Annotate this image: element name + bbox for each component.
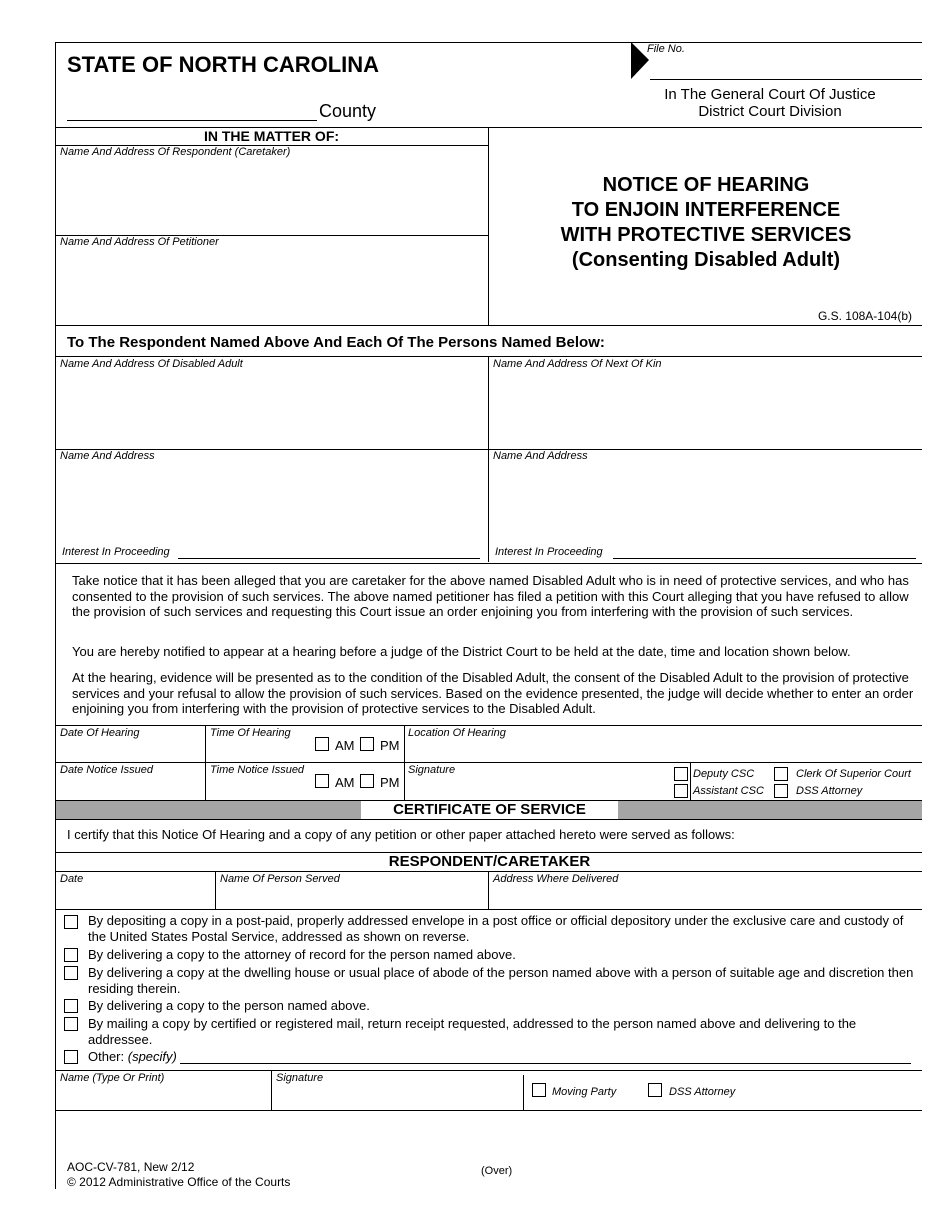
option-other-label	[88, 1049, 177, 1065]
divider	[55, 909, 922, 910]
address-delivered-label: Address Where Delivered	[493, 873, 619, 885]
court-line-1: In The General Court Of Justice	[664, 86, 876, 103]
deputy-csc-checkbox[interactable]	[674, 767, 688, 781]
address-delivered-field[interactable]	[489, 886, 921, 908]
service-date-field[interactable]	[56, 886, 214, 908]
court-name	[620, 86, 920, 120]
location-field[interactable]	[405, 740, 921, 761]
next-of-kin-field[interactable]	[489, 372, 921, 448]
time-issued-label: Time Notice Issued	[210, 764, 305, 776]
am-checkbox[interactable]	[315, 737, 329, 751]
interest-right-label: Interest In Proceeding	[495, 546, 603, 558]
am-label: AM	[335, 738, 355, 753]
person-served-label: Name Of Person Served	[220, 873, 340, 885]
signature-label: Signature	[408, 764, 456, 776]
option-person-checkbox[interactable]	[64, 999, 78, 1013]
dss-attorney-label: DSS Attorney	[796, 785, 863, 797]
name-address-left-field[interactable]	[56, 464, 487, 542]
over-label: (Over)	[481, 1165, 513, 1177]
footer-info	[67, 1160, 290, 1190]
date-hearing-label: Date Of Hearing	[60, 727, 140, 739]
name-address-right-field[interactable]	[489, 464, 921, 542]
name-address-right-label: Name And Address	[493, 450, 588, 462]
location-label: Location Of Hearing	[408, 727, 506, 739]
option-mail-checkbox[interactable]	[64, 915, 78, 929]
server-name-label: Name (Type Or Print)	[60, 1072, 165, 1084]
signoff-dss-checkbox[interactable]	[648, 1083, 662, 1097]
other-label: Other:	[88, 1049, 125, 1064]
county-field[interactable]	[67, 120, 317, 121]
state-title: STATE OF NORTH CAROLINA	[67, 52, 380, 77]
interest-right-field[interactable]	[613, 558, 916, 559]
copyright: © 2012 Administrative Office of the Courts	[67, 1175, 291, 1189]
file-no-label: File No.	[647, 43, 685, 55]
petitioner-field[interactable]	[56, 250, 487, 324]
divider	[488, 127, 489, 325]
gray-band-left	[56, 800, 361, 819]
moving-party-label: Moving Party	[552, 1086, 617, 1098]
option-mail-text: By depositing a copy in a post-paid, properly addressed envelope in a post office or official depository under the exclusive care and custody of the United States Postal Service, addressed as shown on reverse.	[88, 913, 904, 944]
pm-issued-label: PM	[380, 775, 400, 790]
interest-left-label: Interest In Proceeding	[62, 546, 170, 558]
clerk-signature-field[interactable]	[405, 777, 688, 799]
name-address-left-label: Name And Address	[60, 450, 155, 462]
divider	[55, 762, 922, 763]
divider	[55, 563, 922, 564]
option-attorney-text: By delivering a copy to the attorney of record for the person named above.	[88, 947, 516, 962]
top-border	[55, 42, 922, 43]
divider	[55, 1110, 922, 1111]
dss-attorney-checkbox[interactable]	[774, 784, 788, 798]
form-number: AOC-CV-781, New 2/12	[67, 1160, 195, 1174]
title-line-4: (Consenting Disabled Adult)	[571, 249, 841, 271]
clerk-superior-checkbox[interactable]	[774, 767, 788, 781]
server-signature-label: Signature	[276, 1072, 324, 1084]
option-other-checkbox[interactable]	[64, 1050, 78, 1064]
date-issued-label: Date Notice Issued	[60, 764, 153, 776]
title-line-2: TO ENJOIN INTERFERENCE	[571, 199, 841, 221]
interest-left-field[interactable]	[178, 558, 480, 559]
pm-label: PM	[380, 738, 400, 753]
clerk-superior-label: Clerk Of Superior Court	[796, 768, 911, 780]
option-certified-checkbox[interactable]	[64, 1017, 78, 1031]
option-certified-text: By mailing a copy by certified or registered mail, return receipt requested, addressed to the person named above and delivering to the addressee.	[88, 1016, 857, 1047]
divider	[55, 819, 922, 820]
person-served-field[interactable]	[216, 886, 487, 908]
title-line-1: NOTICE OF HEARING	[602, 174, 810, 196]
pm-issued-checkbox[interactable]	[360, 774, 374, 788]
disabled-adult-field[interactable]	[56, 372, 487, 448]
respondent-caretaker-heading: RESPONDENT/CARETAKER	[388, 853, 591, 870]
divider	[55, 325, 922, 326]
am-issued-label: AM	[335, 775, 355, 790]
signoff-dss-label: DSS Attorney	[669, 1086, 736, 1098]
divider	[523, 1075, 524, 1110]
petitioner-label: Name And Address Of Petitioner	[60, 236, 219, 248]
persons-heading: To The Respondent Named Above And Each Of The Persons Named Below:	[67, 334, 605, 351]
title-line-3: WITH PROTECTIVE SERVICES	[560, 224, 852, 246]
divider	[690, 762, 691, 800]
next-of-kin-label: Name And Address Of Next Of Kin	[493, 358, 662, 370]
court-line-2: District Court Division	[698, 103, 842, 120]
moving-party-checkbox[interactable]	[532, 1083, 546, 1097]
option-attorney-checkbox[interactable]	[64, 948, 78, 962]
option-dwelling-checkbox[interactable]	[64, 966, 78, 980]
assistant-csc-checkbox[interactable]	[674, 784, 688, 798]
statute-ref: G.S. 108A-104(b)	[817, 309, 912, 323]
server-signature-field[interactable]	[272, 1086, 522, 1109]
divider	[55, 725, 922, 726]
matter-heading: IN THE MATTER OF:	[203, 128, 340, 144]
certificate-heading: CERTIFICATE OF SERVICE	[393, 801, 586, 818]
disabled-adult-label: Name And Address Of Disabled Adult	[60, 358, 243, 370]
form-title	[490, 173, 922, 273]
certify-text: I certify that this Notice Of Hearing and a copy of any petition or other paper attached hereto were served as follows:	[67, 827, 735, 842]
deputy-csc-label: Deputy CSC	[693, 768, 755, 780]
option-person-text: By delivering a copy to the person named above.	[88, 998, 370, 1013]
notice-paragraph-2: You are hereby notified to appear at a hearing before a judge of the District Court to be held at the date, time and location shown below.	[72, 644, 851, 659]
am-issued-checkbox[interactable]	[315, 774, 329, 788]
gray-band-right	[618, 800, 922, 819]
divider	[55, 1070, 922, 1071]
time-hearing-label: Time Of Hearing	[210, 727, 291, 739]
divider	[55, 449, 922, 450]
county-label: County	[319, 101, 377, 121]
respondent-label: Name And Address Of Respondent (Caretaker)	[60, 146, 291, 158]
option-dwelling-text: By delivering a copy at the dwelling house or usual place of abode of the person named above with a person of suitable age and discretion then residing therein.	[88, 965, 914, 996]
server-name-field[interactable]	[56, 1086, 270, 1109]
other-specify-field[interactable]	[180, 1063, 911, 1064]
assistant-csc-label: Assistant CSC	[693, 785, 764, 797]
file-no-field[interactable]	[650, 79, 922, 80]
notice-paragraph-1: Take notice that it has been alleged that you are caretaker for the above named Disabled Adult who is in need of protective services, and who has consented to the provision of such services. The above named petitioner has filed a petition with this Court alleging that you have refused to allow the provision of such services and requesting this Court issue an order enjoining you from interfering with the provision of such services.	[72, 573, 909, 619]
notice-paragraph-3: At the hearing, evidence will be presented as to the condition of the Disabled Adult, the consent of the Disabled Adult to the provision of protective services and your refusal to allow the provision of such services. Based on the evidence presented, the judge will decide whether to enter an order enjoining you from interfering with the provision of protective services to the Disabled Adult.	[72, 670, 914, 716]
service-date-label: Date	[60, 873, 84, 885]
pm-checkbox[interactable]	[360, 737, 374, 751]
respondent-field[interactable]	[56, 160, 487, 235]
specify-label: (specify)	[127, 1049, 177, 1064]
